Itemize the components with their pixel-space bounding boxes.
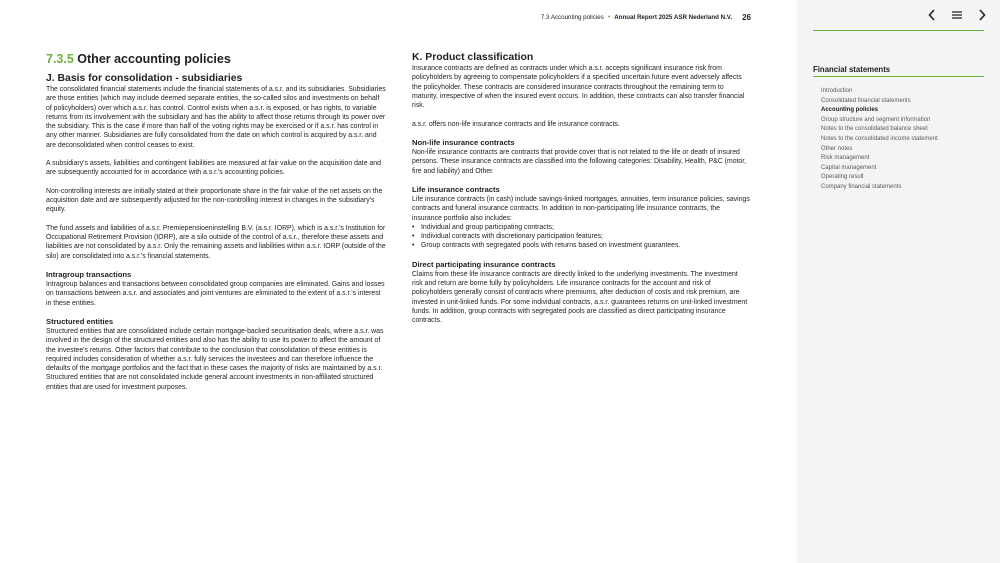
page-header: [541, 13, 751, 22]
heading-life-insurance-contracts: Life insurance contracts: [412, 185, 500, 194]
section-number: 7.3.5: [46, 52, 74, 66]
paragraph: a.s.r. offers non-life insurance contracts and life insurance contracts.: [412, 120, 620, 128]
list-item: • Group contracts with segregated pools with returns based on investment guarantees.: [421, 241, 750, 250]
paragraph: Structured entities that are consolidated include certain mortgage-backed securitisation deals, where a.s.r. was involved in the design of the structured entities and also has the ability to use its power to affect the amount of the investee's returns. Other factors that contribute to the conclusion that consolidation of these entities is required includes consideration of whether a.s.r. fully services the investees and can therefore influence the defaults of the mortgage portfolios and the fact that in these cases the majority of risks are maintained by a.s.r. Structured entities that are not consolidated include general account investments in non-affiliated structured entities that are used for investment purposes.: [46, 328, 384, 391]
sidebar-item-risk-management[interactable]: Risk management: [821, 155, 870, 162]
page-number: 26: [742, 13, 751, 22]
chevron-left-icon[interactable]: [927, 8, 937, 22]
heading-non-life-insurance-contracts: Non-life insurance contracts: [412, 138, 515, 147]
sidebar-item-group-structure[interactable]: Group structure and segment information: [821, 116, 931, 123]
sidebar-item-capital-management[interactable]: Capital management: [821, 164, 877, 171]
heading-intragroup-transactions: Intragroup transactions: [46, 270, 132, 279]
paragraph: Claims from these life insurance contracts are directly linked to the underlying investments. The investment risk and return are borne fully by policyholders. Life insurance contracts for the account and risk of policyholders generally consist of contracts where premiums, after deduction of costs and risk premium, are invested in unit-linked funds. For some individual contracts, a.s.r. guarantees returns on unit-linked investment funds. In addition, group contracts with segregated pools are classified as direct participating insurance contracts.: [412, 270, 748, 324]
sidebar-item-consolidated-financial-statements[interactable]: Consolidated financial statements: [821, 97, 911, 104]
bullet-list: [412, 223, 750, 251]
heading-structured-entities: Structured entities: [46, 317, 114, 326]
right-column: [412, 52, 750, 325]
sidebar-item-operating-result[interactable]: Operating result: [821, 174, 864, 181]
sidebar-item-accounting-policies[interactable]: Accounting policies: [821, 107, 879, 114]
sidebar-item-company-financial-statements[interactable]: Company financial statements: [821, 183, 902, 190]
sidebar-item-other-notes[interactable]: Other notes: [821, 145, 853, 152]
left-column: [46, 52, 386, 392]
sidebar-title: Financial statements: [813, 65, 984, 77]
chevron-right-icon[interactable]: [977, 8, 987, 22]
paragraph: Intragroup balances and transactions between consolidated group companies are eliminated. Gains and losses on transactions between a.s.r. and associates and joint ventures are eliminated to the extent of a.s.r.'s interest in these entities.: [46, 281, 385, 307]
menu-icon[interactable]: [951, 8, 963, 22]
paragraph: Insurance contracts are defined as contracts under which a.s.r. accepts significant insurance risk from policyholders by agreeing to compensate policyholders if a specified uncertain future event adversely affects the policyholder. These contracts are considered insurance contracts throughout the remaining term to maturity, irrespective of when the insured event occurs. In addition, these contracts can also transfer financial risk.: [412, 65, 745, 109]
sidebar-divider: [813, 30, 984, 31]
list-item: • Individual and group participating contracts;: [421, 223, 750, 232]
heading-direct-participating-insurance-contracts: Direct participating insurance contracts: [412, 259, 556, 269]
header-report-title: Annual Report 2025 ASR Nederland N.V.: [614, 14, 733, 21]
sidebar-item-introduction[interactable]: Introduction: [821, 88, 853, 94]
paragraph: A subsidiary's assets, liabilities and contingent liabilities are measured at fair value on the acquisition date and are subsequently accounted for in accordance with a.s.r.'s accounting policies.: [46, 160, 381, 177]
sidebar-item-notes-income-statement[interactable]: Notes to the consolidated income statement: [821, 135, 938, 142]
page-navigation: [927, 8, 987, 22]
paragraph: The consolidated financial statements include the financial statements of a.s.r. and its subsidiaries. Subsidiaries are those entities (which may include deemed separate entities, the so-called silos and investments on behalf of policyholders) over which a.s.r. has control. Control exists when a.s.r. is exposed, or has rights, to variable returns from its involvement with the subsidiary and has the ability to affect those returns through its power over the subsidiary. This is the case if more than half of the voting rights may be exercised or if a.s.r. has control in any other manner. Subsidiaries are fully consolidated from the date on which control is acquired by a.s.r. and are deconsolidated when control ceases to exist.: [46, 86, 386, 149]
sidebar-item-notes-balance-sheet[interactable]: Notes to the consolidated balance sheet: [821, 126, 928, 133]
sidebar-menu: [821, 87, 986, 193]
section-title: [46, 52, 386, 66]
header-section: 7.3 Accounting policies: [540, 14, 604, 21]
header-separator-dot: •: [607, 14, 611, 21]
paragraph: Non-controlling interests are initially stated at their proportionate share in the fair value of the net assets on the acquisition date and are subsequently adjusted for the non-controlling interest in changes in the subsidiary's equity.: [46, 187, 383, 214]
section-title-text: Other accounting policies: [77, 52, 231, 66]
heading-basis-for-consolidation: J. Basis for consolidation - subsidiaries: [46, 73, 243, 84]
navigation-sidebar: [797, 0, 1000, 563]
list-item: • Individual contracts with discretionary participation features;: [421, 232, 750, 241]
paragraph: Non-life insurance contracts are contracts that provide cover that is not related to the life or death of insured persons. These insurance contracts are classified into the following categories: Disability, Health, P&C (motor, fire and liability) and Other.: [412, 149, 747, 175]
paragraph: The fund assets and liabilities of a.s.r. Premiepensioeninstelling B.V. (a.s.r. IORP), which is a.s.r.'s Institution for Occupational Retirement Provision (IORP), are a silo outside of the control of a.s.r., therefore these assets and liabilities are not consolidated by a.s.r. Only the remaining assets and liabilities within a.s.r. IORP (outside of the silo) are consolidated into a.s.r.'s financial statements.: [46, 224, 386, 260]
heading-product-classification: K. Product classification: [412, 52, 534, 63]
paragraph: Life insurance contracts (in cash) include savings-linked mortgages, annuities, term insurance policies, savings contracts and funeral insurance contracts. In addition to non-participating life insurance contracts, the insurance portfolio also includes:: [412, 196, 750, 222]
